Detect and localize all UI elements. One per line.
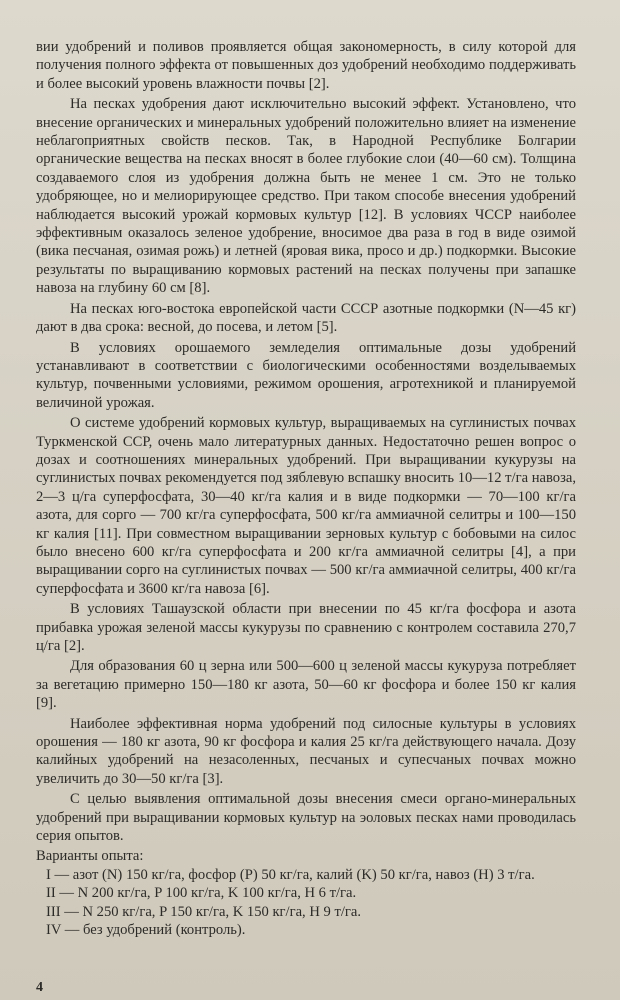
paragraph-continuation: вии удобрений и поливов проявляется общая закономерность, в силу которой для получения полного эффекта от повышенных доз удобрений необходимо поддерживать и более высокий уровень влажности почвы [2].	[36, 39, 576, 92]
paragraph-nitrogen-feeding: На песках юго-востока европейской части СССР азотные подкормки (N—45 кг) дают в два срока: весной, до посева, и летом [5].	[36, 300, 576, 336]
variant-item: I — азот (N) 150 кг/га, фосфор (P) 50 кг/га, калий (K) 50 кг/га, навоз (H) 3 т/га.	[46, 866, 535, 883]
variants-heading: Варианты опыта:	[36, 848, 144, 865]
paragraph-turkmen-ssr: О системе удобрений кормовых культур, выращиваемых на суглинистых почвах Туркменской ССР, очень мало литературных данных. Недостаточно решен вопрос о дозах и соотношениях минеральных удобрений. При выращивании кукурузы на суглинистых почвах рекомендуется под зяблевую вспашку вносить 10—12 т/га навоза, 2—3 ц/га суперфосфата, 30—40 кг/га калия и в виде подкормки — 70—100 кг/га азота, для сорго — 700 кг/га суперфосфата, 500 кг/га аммиачной селитры и 100—150 кг калия [11]. При совместном выращивании зерновых культур с бобовыми на силос было внесено 600 кг/га суперфосфата и 200 кг/га аммиачной селитры [4], а при выращивании сорго на суглинистых почвах — 500 кг/га аммиачной селитры, 400 кг/га суперфосфата и 3600 кг/га навоза [6].	[36, 415, 576, 597]
page-number: 4	[36, 980, 43, 995]
variants-list	[36, 866, 576, 940]
paragraph-tashauz-region: В условиях Ташаузской области при внесении по 45 кг/га фосфора и азота прибавка урожая зеленой массы кукурузы по сравнению с контролем составила 270,7 ц/га [2].	[36, 601, 576, 654]
paragraph-irrigated-farming: В условиях орошаемого земледелия оптимальные дозы удобрений устанавливают в соответствии с биологическими особенностями возделываемых культур, почвенными условиями, режимом орошения, агротехникой и планируемой величиной урожая.	[36, 339, 576, 411]
variant-item: II — N 200 кг/га, P 100 кг/га, K 100 кг/га, H 6 т/га.	[46, 885, 357, 902]
paragraph-experiment-series: С целью выявления оптимальной дозы внесения смеси органо-минеральных удобрений при выращивании кормовых культур на эоловых песках нами проводилась серия опытов.	[36, 791, 576, 845]
paragraph-silage-norm: Наиболее эффективная норма удобрений под силосные культуры в условиях орошения — 180 кг азота, 90 кг фосфора и калия 25 кг/га действующего начала. Дозу калийных удобрений на незасоленных, песчаных и супесчаных почвах можно увеличить до 30—50 кг/га [3].	[36, 715, 576, 787]
variant-item: III — N 250 кг/га, P 150 кг/га, K 150 кг/га, H 9 т/га.	[46, 903, 362, 920]
variant-item: IV — без удобрений (контроль).	[46, 922, 246, 939]
paragraph-sands-fertilizers: На песках удобрения дают исключительно высокий эффект. Установлено, что внесение органических и минеральных удобрений положительно влияет на изменение неблагоприятных свойств песков. Так, в Народной Республике Болгарии органические вещества на песках вносят в более глубокие слои (40—60 см). Толщина создаваемого слоя из удобрения должна быть не менее 1 см. Это не только удобряющее, но и мелиорирующее средство. При таком способе внесения удобрений наблюдается высокий урожай кормовых культур [12]. В условиях ЧССР наиболее эффективным оказалось зеленое удобрение, вносимое два раза в год в виде озимой (вика песчаная, озимая рожь) и летней (яровая вика, просо и др.) подкормки. Высокие результаты по выращиванию кормовых растений на песках получены при запашке навоза на глубину 60 см [8].	[36, 96, 576, 297]
paragraph-corn-uptake: Для образования 60 ц зерна или 500—600 ц зеленой массы кукуруза потребляет за вегетацию примерно 150—180 кг азота, 50—60 кг фосфора и более 150 кг калия [9].	[36, 658, 576, 712]
